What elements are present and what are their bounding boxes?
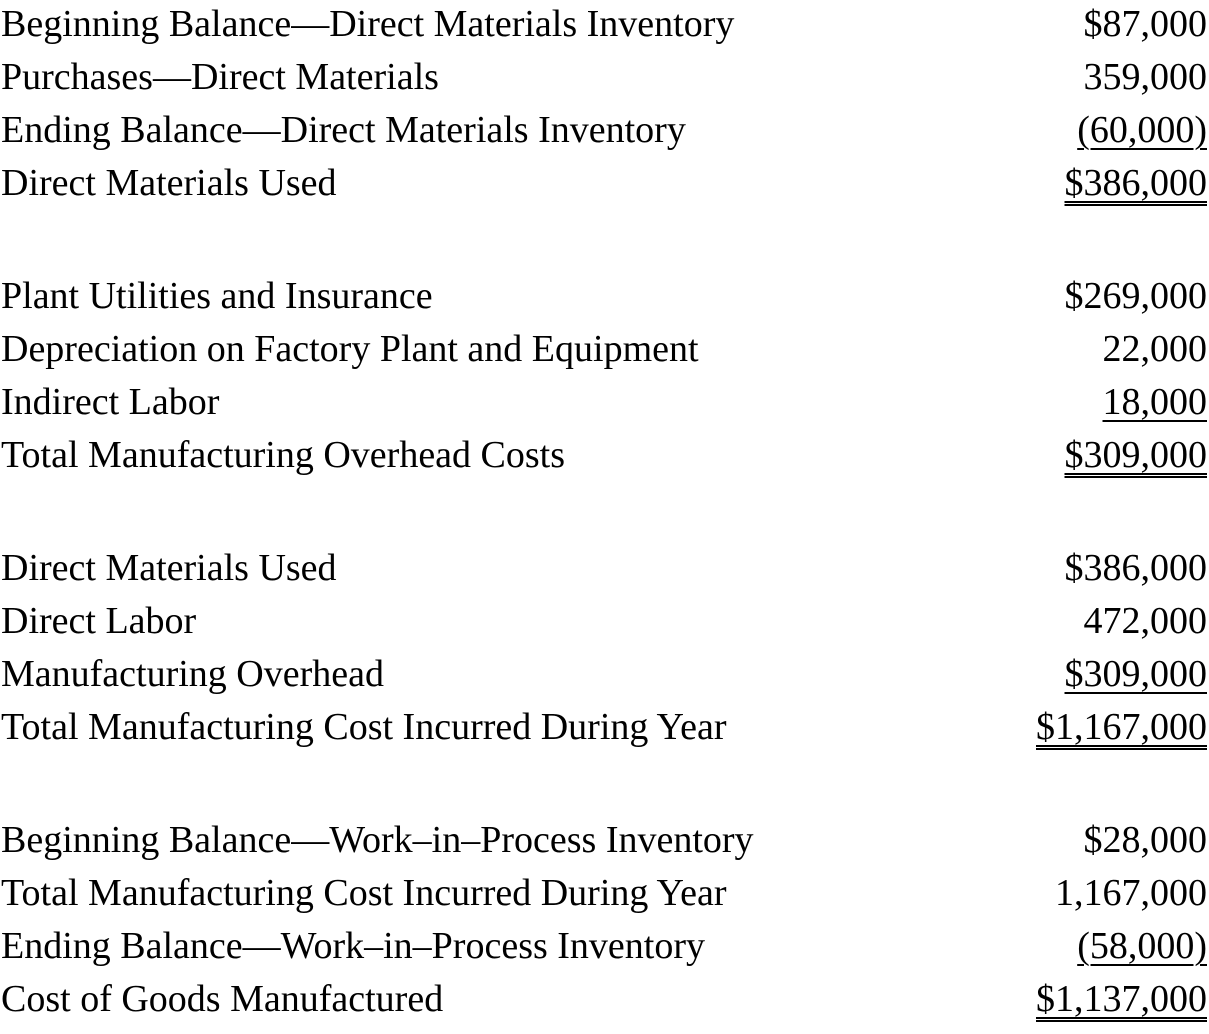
- row-label: Beginning Balance—Direct Materials Inventory: [1, 3, 735, 45]
- schedule-row: [0, 378, 1209, 431]
- cost-of-goods-manufactured-schedule: [0, 816, 1209, 1028]
- schedule-row: [0, 922, 1209, 975]
- row-amount: 472,000: [1083, 600, 1207, 642]
- row-label: Total Manufacturing Cost Incurred During Year: [1, 872, 727, 914]
- total-label: Total Manufacturing Overhead Costs: [1, 434, 566, 476]
- schedule-row: [0, 597, 1209, 650]
- schedule-row: [0, 325, 1209, 378]
- schedule-row: [0, 816, 1209, 869]
- row-amount: 1,167,000: [1055, 872, 1207, 914]
- total-amount: $1,167,000: [1036, 706, 1207, 748]
- row-amount: (58,000): [1077, 925, 1207, 967]
- schedule-total-row: [0, 703, 1209, 756]
- row-amount: $269,000: [1064, 275, 1207, 317]
- row-label: Manufacturing Overhead: [1, 653, 385, 695]
- row-label: Direct Materials Used: [1, 547, 337, 589]
- row-amount: 359,000: [1083, 56, 1207, 98]
- schedule-row: [0, 544, 1209, 597]
- schedule-row: [0, 106, 1209, 159]
- schedule-total-row: [0, 431, 1209, 484]
- row-amount: $386,000: [1064, 547, 1207, 589]
- schedule-row: [0, 650, 1209, 703]
- row-label: Ending Balance—Direct Materials Inventory: [1, 109, 686, 151]
- total-amount: $309,000: [1064, 434, 1207, 476]
- schedule-row: [0, 869, 1209, 922]
- total-amount: $1,137,000: [1036, 978, 1207, 1020]
- schedule-row: [0, 53, 1209, 106]
- schedule-row: [0, 272, 1209, 325]
- row-amount: $309,000: [1064, 653, 1207, 695]
- direct-materials-schedule: [0, 0, 1209, 212]
- row-label: Purchases—Direct Materials: [1, 56, 439, 98]
- row-label: Depreciation on Factory Plant and Equipment: [1, 328, 699, 370]
- total-label: Total Manufacturing Cost Incurred During Year: [1, 706, 727, 748]
- row-amount: (60,000): [1077, 109, 1207, 151]
- row-label: Indirect Labor: [1, 381, 220, 423]
- schedule-total-row: [0, 159, 1209, 212]
- schedule-row: [0, 0, 1209, 53]
- row-label: Ending Balance—Work–in–Process Inventory: [1, 925, 706, 967]
- total-label: Cost of Goods Manufactured: [1, 978, 444, 1020]
- row-label: Plant Utilities and Insurance: [1, 275, 433, 317]
- row-label: Beginning Balance—Work–in–Process Inventory: [1, 819, 754, 861]
- row-amount: 22,000: [1102, 328, 1207, 370]
- total-label: Direct Materials Used: [1, 162, 337, 204]
- total-manufacturing-cost-schedule: [0, 544, 1209, 756]
- row-amount: $28,000: [1083, 819, 1207, 861]
- total-amount: $386,000: [1064, 162, 1207, 204]
- manufacturing-overhead-schedule: [0, 272, 1209, 484]
- schedule-total-row: [0, 975, 1209, 1028]
- row-amount: 18,000: [1102, 381, 1207, 423]
- row-label: Direct Labor: [1, 600, 197, 642]
- row-amount: $87,000: [1083, 3, 1207, 45]
